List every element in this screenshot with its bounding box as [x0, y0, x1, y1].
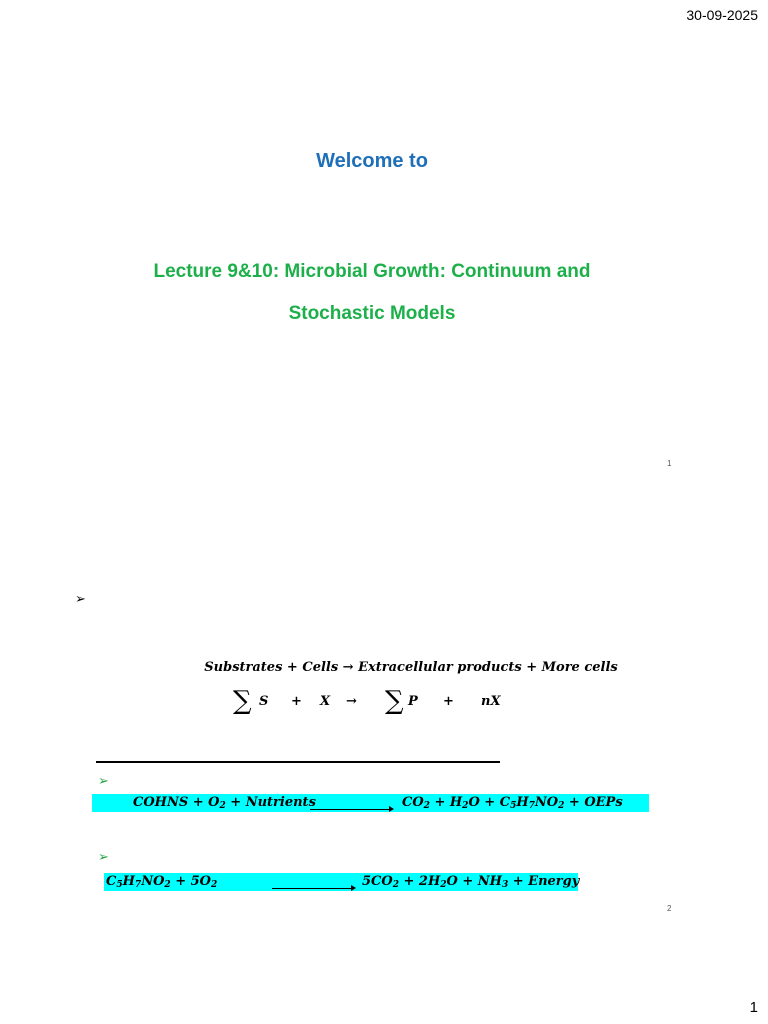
eq-plus-2: + — [443, 694, 454, 709]
reaction1-arrow — [310, 809, 392, 810]
eq-symbol-S: S — [259, 694, 269, 709]
reaction2-arrow — [272, 888, 354, 889]
slide-number-1: 1 — [667, 459, 672, 468]
lecture-title-line2: Stochastic Models — [288, 303, 456, 324]
lecture-title-line1: Lecture 9&10: Microbial Growth: Continuum and — [153, 261, 591, 282]
sigma-symbol: ∑ — [233, 686, 252, 716]
eq-symbol-P: P — [408, 694, 418, 709]
welcome-heading: Welcome to — [316, 150, 428, 172]
sigma-symbol-2: ∑ — [385, 686, 404, 716]
bullet-arrow-icon: ➢ — [75, 591, 86, 606]
reaction2-products: $5CO_2 + 2H_2O + NH_3$ + Energy — [362, 874, 580, 890]
eq-symbol-nX: nX — [481, 694, 501, 709]
eq-symbol-X: X — [320, 694, 331, 709]
growth-equation-words: Substrates + Cells → Extracellular products + More cells — [204, 660, 618, 675]
eq-arrow: → — [346, 694, 357, 709]
endogenous-respiration-reaction — [104, 873, 578, 891]
page-number: 1 — [749, 999, 758, 1016]
horizontal-rule — [96, 761, 500, 763]
header-date: 30-09-2025 — [686, 7, 758, 23]
aerobic-oxidation-reaction — [92, 794, 649, 812]
bullet-arrow-icon-green-2: ➢ — [98, 849, 109, 864]
slide-number-2: 2 — [667, 904, 672, 913]
bullet-arrow-icon-green-1: ➢ — [98, 773, 109, 788]
reaction1-products: $CO_2 + H_2O + C_5H_7NO_2$ + OEPs — [402, 795, 623, 811]
eq-plus-1: + — [291, 694, 302, 709]
reaction1-reactants: COHNS + $O_2$ + Nutrients — [133, 795, 316, 811]
reaction2-reactants: $C_5H_7NO_2 + 5O_2$ — [106, 874, 218, 890]
